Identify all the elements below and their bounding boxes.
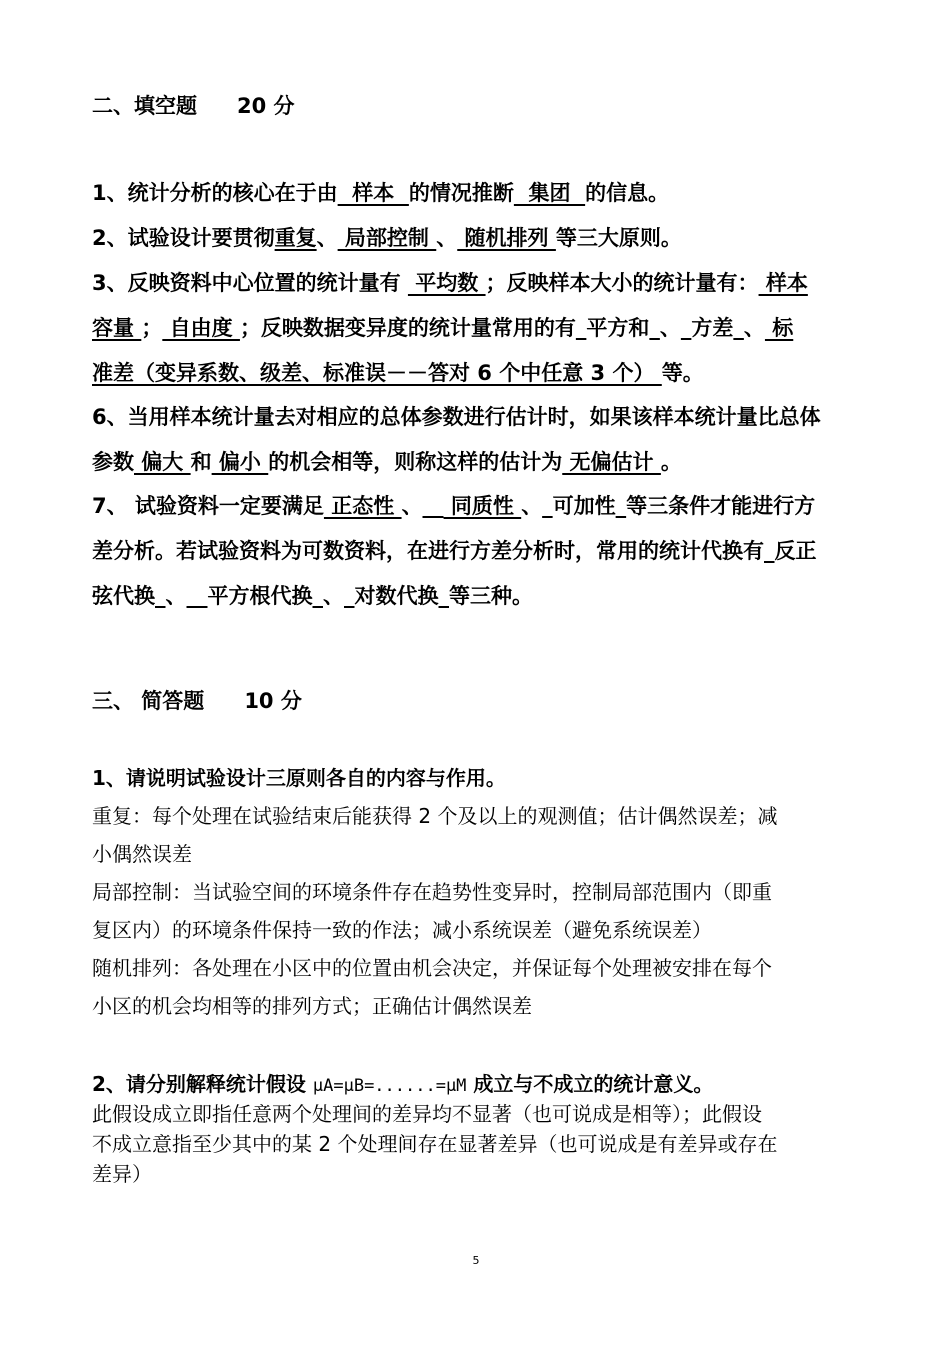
answer: 偏小 (211, 450, 269, 474)
answer-line: 复区内）的环境条件保持一致的作法；减小系统误差（避免系统误差） (92, 918, 712, 942)
text: 差分析。若试验资料为可数资料，在进行方差分析时，常用的统计代换有_反正 (92, 539, 817, 563)
answer: 自由度 (162, 316, 240, 340)
fill-line-9 (92, 536, 817, 566)
answer: 准差（变异系数、级差、标准误－－答对 6 个中任意 3 个） (92, 361, 662, 385)
text: 参数 (92, 450, 134, 474)
fill-line-4 (92, 313, 793, 343)
text: 弦代换_、__平方根代换_、_对数代换_等三种。 (92, 584, 533, 608)
text: 3、反映资料中心位置的统计量有 (92, 271, 408, 295)
fill-line-6 (92, 402, 821, 432)
answer: 局部控制 (337, 226, 437, 250)
section2-score: 20 分 (237, 94, 295, 118)
text: 1、统计分析的核心在于由 (92, 181, 338, 205)
text: 2、试验设计要贯彻 (92, 226, 275, 250)
answer: 偏大 (134, 450, 191, 474)
question-2-suffix: 成立与不成立的统计意义。 (466, 1072, 714, 1096)
answer: 同质性 (443, 494, 522, 518)
section3-score: 10 分 (244, 689, 302, 713)
answer-line: 此假设成立即指任意两个处理间的差异均不显著（也可说成是相等）；此假设 (92, 1102, 762, 1126)
answer: 样本 (758, 271, 808, 295)
section2-header (92, 91, 295, 121)
fill-line-10 (92, 581, 533, 611)
answer-line: 随机排列：各处理在小区中的位置由机会决定，并保证每个处理被安排在每个 (92, 956, 772, 980)
text: 的机会相等，则称这样的估计为 (268, 450, 563, 474)
answer: 样本 (337, 181, 409, 205)
text: 。 (660, 450, 682, 474)
section2-title: 二、填空题 (92, 94, 197, 118)
section3-header (92, 686, 302, 716)
answer-line: 小区的机会均相等的排列方式；正确估计偶然误差 (92, 994, 532, 1018)
text: ；反映样本大小的统计量有： (485, 271, 759, 295)
text: 6、当用样本统计量去对相应的总体参数进行估计时，如果该样本统计量比总体 (92, 405, 821, 429)
text: 的信息。 (585, 181, 670, 205)
text: ； (141, 316, 163, 340)
text: 、__ (401, 494, 444, 518)
text: 的情况推断 (408, 181, 514, 205)
answer-line: 不成立意指至少其中的某 2 个处理间存在显著差异（也可说成是有差异或存在 (92, 1132, 778, 1156)
text: ；反映数据变异度的统计量常用的有_平方和_、_方差_、 (239, 316, 765, 340)
text: 7、 试验资料一定要满足 (92, 494, 324, 518)
answer: 平均数 (407, 271, 486, 295)
fill-line-1 (92, 178, 669, 208)
text: 、 (436, 226, 458, 250)
fill-line-2 (92, 223, 682, 253)
answer: 正态性 (323, 494, 402, 518)
text: 和 (190, 450, 212, 474)
fill-line-7 (92, 447, 682, 477)
question-2 (92, 1069, 713, 1101)
question-2-prefix: 2、请分别解释统计假设 (92, 1072, 313, 1096)
section3-title: 三、 简答题 (92, 689, 205, 713)
fill-line-5 (92, 358, 704, 388)
text: 、 (316, 226, 338, 250)
answer-line: 局部控制：当试验空间的环境条件存在趋势性变异时，控制局部范围内（即重 (92, 880, 772, 904)
text: 等三大原则。 (555, 226, 682, 250)
answer: 无偏估计 (562, 450, 661, 474)
answer-line: 小偶然误差 (92, 842, 192, 866)
fill-line-3 (92, 268, 808, 298)
answer-line: 重复：每个处理在试验结束后能获得 2 个及以上的观测值；估计偶然误差；减 (92, 804, 778, 828)
page-number: 5 (472, 1254, 480, 1267)
fill-line-8 (92, 491, 815, 521)
answer: 集团 (513, 181, 586, 205)
question-1: 1、请说明试验设计三原则各自的内容与作用。 (92, 766, 506, 790)
answer: 重复 (274, 226, 317, 250)
answer-line: 差异） (92, 1162, 152, 1186)
question-2-formula: μA=μB=......=μM (312, 1076, 467, 1096)
answer: 容量 (92, 316, 142, 340)
answer: 标 (764, 316, 794, 340)
text: 等。 (661, 361, 704, 385)
text: 、_可加性_等三条件才能进行方 (521, 494, 816, 518)
answer: 随机排列 (457, 226, 556, 250)
